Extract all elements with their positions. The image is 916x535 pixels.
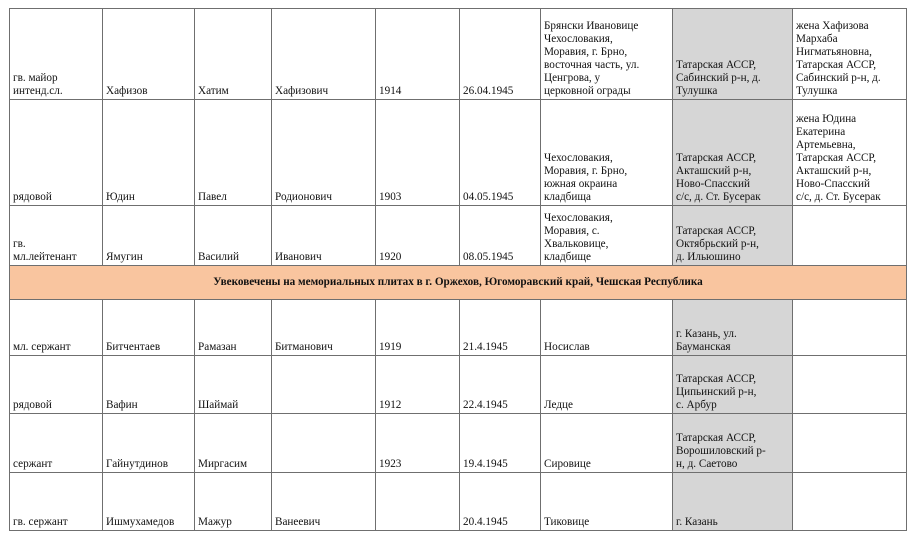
burial-place-cell: Брянски Ивановице Чехословакия, Моравия, г. Брно, восточная часть, ул. Ценгрова, у церковной ограды xyxy=(541,9,673,100)
burial-place-cell: Сировице xyxy=(541,414,673,473)
table-row xyxy=(10,356,907,414)
burial-place-cell: Чехословакия, Моравия, с. Хвальковице, кладбище xyxy=(541,206,673,266)
surname-cell: Ямугин xyxy=(103,206,195,266)
surname-cell: Хафизов xyxy=(103,9,195,100)
death-date-cell: 22.4.1945 xyxy=(460,356,541,414)
birth-year-cell xyxy=(376,473,460,531)
origin-cell: Татарская АССР, Ципьинский р-н, с. Арбур xyxy=(673,356,793,414)
memorial-plates-banner: Увековечены на мемориальных плитах в г. Оржехов, Югоморавский край, Чешская Республика xyxy=(10,266,907,300)
rank-cell: гв. сержант xyxy=(10,473,103,531)
relatives-cell xyxy=(793,300,907,356)
rank-cell: рядовой xyxy=(10,100,103,206)
patronymic-cell xyxy=(272,356,376,414)
death-date-cell: 04.05.1945 xyxy=(460,100,541,206)
patronymic-cell: Родионович xyxy=(272,100,376,206)
table-row xyxy=(10,100,907,206)
birth-year-cell: 1914 xyxy=(376,9,460,100)
rank-cell: мл. сержант xyxy=(10,300,103,356)
origin-cell: Татарская АССР, Октябрьский р-н, д. Ильюшино xyxy=(673,206,793,266)
burial-place-cell: Тиковице xyxy=(541,473,673,531)
name-cell: Василий xyxy=(195,206,272,266)
relatives-cell xyxy=(793,473,907,531)
patronymic-cell: Битманович xyxy=(272,300,376,356)
death-date-cell: 19.4.1945 xyxy=(460,414,541,473)
patronymic-cell: Иванович xyxy=(272,206,376,266)
birth-year-cell: 1903 xyxy=(376,100,460,206)
relatives-cell xyxy=(793,414,907,473)
birth-year-cell: 1919 xyxy=(376,300,460,356)
burial-place-cell: Носислав xyxy=(541,300,673,356)
table-row xyxy=(10,206,907,266)
birth-year-cell: 1912 xyxy=(376,356,460,414)
patronymic-cell: Ванеевич xyxy=(272,473,376,531)
rank-cell: гв. мл.лейтенант xyxy=(10,206,103,266)
relatives-cell: жена Юдина Екатерина Артемьевна, Татарская АССР, Акташский р-н, Ново-Спасский с/с, д. Ст. Бусерак xyxy=(793,100,907,206)
burial-place-cell: Чехословакия, Моравия, г. Брно, южная окраина кладбища xyxy=(541,100,673,206)
soldiers-table xyxy=(9,8,907,531)
memorial-register-table xyxy=(9,8,907,531)
name-cell: Павел xyxy=(195,100,272,206)
rank-cell: рядовой xyxy=(10,356,103,414)
origin-cell: г. Казань, ул. Бауманская xyxy=(673,300,793,356)
surname-cell: Ишмухамедов xyxy=(103,473,195,531)
death-date-cell: 26.04.1945 xyxy=(460,9,541,100)
name-cell: Миргасим xyxy=(195,414,272,473)
relatives-cell xyxy=(793,206,907,266)
birth-year-cell: 1920 xyxy=(376,206,460,266)
birth-year-cell: 1923 xyxy=(376,414,460,473)
surname-cell: Гайнутдинов xyxy=(103,414,195,473)
section-banner-row xyxy=(10,266,907,300)
name-cell: Хатим xyxy=(195,9,272,100)
rank-cell: гв. майор интенд.сл. xyxy=(10,9,103,100)
origin-cell: Татарская АССР, Сабинский р-н, д. Тулушка xyxy=(673,9,793,100)
surname-cell: Юдин xyxy=(103,100,195,206)
surname-cell: Вафин xyxy=(103,356,195,414)
table-row xyxy=(10,300,907,356)
relatives-cell: жена Хафизова Мархаба Нигматьяновна, Татарская АССР, Сабинский р-н, д. Тулушка xyxy=(793,9,907,100)
relatives-cell xyxy=(793,356,907,414)
death-date-cell: 08.05.1945 xyxy=(460,206,541,266)
table-row xyxy=(10,9,907,100)
death-date-cell: 21.4.1945 xyxy=(460,300,541,356)
table-row xyxy=(10,414,907,473)
death-date-cell: 20.4.1945 xyxy=(460,473,541,531)
name-cell: Шаймай xyxy=(195,356,272,414)
name-cell: Рамазан xyxy=(195,300,272,356)
surname-cell: Битчентаев xyxy=(103,300,195,356)
patronymic-cell xyxy=(272,414,376,473)
origin-cell: г. Казань xyxy=(673,473,793,531)
table-row xyxy=(10,473,907,531)
rank-cell: сержант xyxy=(10,414,103,473)
burial-place-cell: Ледце xyxy=(541,356,673,414)
origin-cell: Татарская АССР, Ворошиловский р- н, д. Саетово xyxy=(673,414,793,473)
name-cell: Мажур xyxy=(195,473,272,531)
origin-cell: Татарская АССР, Акташский р-н, Ново-Спасский с/с, д. Ст. Бусерак xyxy=(673,100,793,206)
patronymic-cell: Хафизович xyxy=(272,9,376,100)
